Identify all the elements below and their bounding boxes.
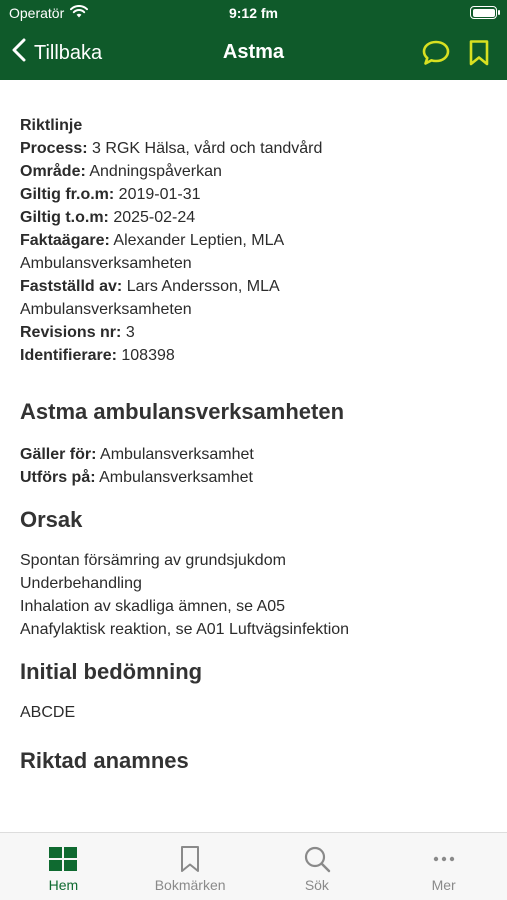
more-icon bbox=[433, 845, 455, 873]
carrier-label: Operatör bbox=[9, 5, 65, 21]
grid-icon bbox=[49, 845, 77, 873]
section-heading-orsak: Orsak bbox=[20, 507, 83, 532]
content-area[interactable] bbox=[0, 80, 507, 832]
status-bar bbox=[0, 0, 507, 28]
bookmark-icon[interactable] bbox=[467, 39, 491, 67]
meta-process: Process: 3 RGK Hälsa, vård och tandvård bbox=[20, 140, 323, 157]
meta-giltig-tom: Giltig t.o.m: 2025-02-24 bbox=[20, 209, 196, 226]
meta-revision: Revisions nr: 3 bbox=[20, 324, 135, 341]
list-item: Underbehandling bbox=[20, 575, 142, 592]
meta-omrade: Område: Andningspåverkan bbox=[20, 163, 222, 180]
list-item: Anafylaktisk reaktion, se A01 Luftvägsinfektion bbox=[20, 621, 350, 638]
search-icon bbox=[303, 845, 331, 873]
chevron-left-icon bbox=[12, 38, 26, 68]
meta-identifierare: Identifierare: 108398 bbox=[20, 347, 175, 364]
document-title: Astma ambulansverksamheten bbox=[20, 399, 345, 424]
tab-hem[interactable] bbox=[0, 833, 127, 900]
section-heading-riktad-anamnes: Riktad anamnes bbox=[20, 748, 189, 773]
tab-label: Mer bbox=[431, 877, 456, 893]
page-title: Astma bbox=[222, 41, 285, 63]
metadata-block bbox=[20, 114, 487, 367]
meta-riktlinje: Riktlinje bbox=[20, 117, 83, 134]
section-heading-initial-bedomning: Initial bedömning bbox=[20, 659, 203, 684]
meta-faststalld-cont: Ambulansverksamheten bbox=[20, 301, 192, 318]
navigation-bar bbox=[0, 28, 507, 80]
list-item: Spontan försämring av grundsjukdom bbox=[20, 552, 286, 569]
section-body-orsak bbox=[20, 549, 487, 641]
back-label: Tillbaka bbox=[34, 41, 103, 64]
tab-sok[interactable] bbox=[254, 833, 381, 900]
comment-icon[interactable] bbox=[421, 39, 451, 67]
battery-icon bbox=[470, 6, 497, 19]
applies-block bbox=[20, 443, 487, 489]
meta-faktaagare-cont: Ambulansverksamheten bbox=[20, 255, 192, 272]
list-item: ABCDE bbox=[20, 704, 76, 721]
section-body-initial-bedomning bbox=[20, 701, 487, 724]
meta-faststalld: Fastställd av: Lars Andersson, MLA bbox=[20, 278, 280, 295]
list-item: Inhalation av skadliga ämnen, se A05 bbox=[20, 598, 286, 615]
applies-for: Gäller för: Ambulansverksamhet bbox=[20, 446, 254, 463]
nav-actions bbox=[421, 39, 491, 67]
tab-bokmarken[interactable] bbox=[127, 833, 254, 900]
tab-label: Hem bbox=[48, 877, 79, 893]
tab-mer[interactable] bbox=[380, 833, 507, 900]
status-time: 9:12 fm bbox=[228, 5, 279, 21]
performed-at: Utförs på: Ambulansverksamhet bbox=[20, 469, 253, 486]
tab-bar bbox=[0, 832, 507, 900]
meta-giltig-from: Giltig fr.o.m: 2019-01-31 bbox=[20, 186, 201, 203]
tab-label: Bokmärken bbox=[154, 877, 226, 893]
back-button[interactable] bbox=[12, 38, 102, 68]
meta-faktaagare: Faktaägare: Alexander Leptien, MLA bbox=[20, 232, 285, 249]
tab-label: Sök bbox=[304, 877, 329, 893]
bookmark-icon bbox=[179, 845, 201, 873]
